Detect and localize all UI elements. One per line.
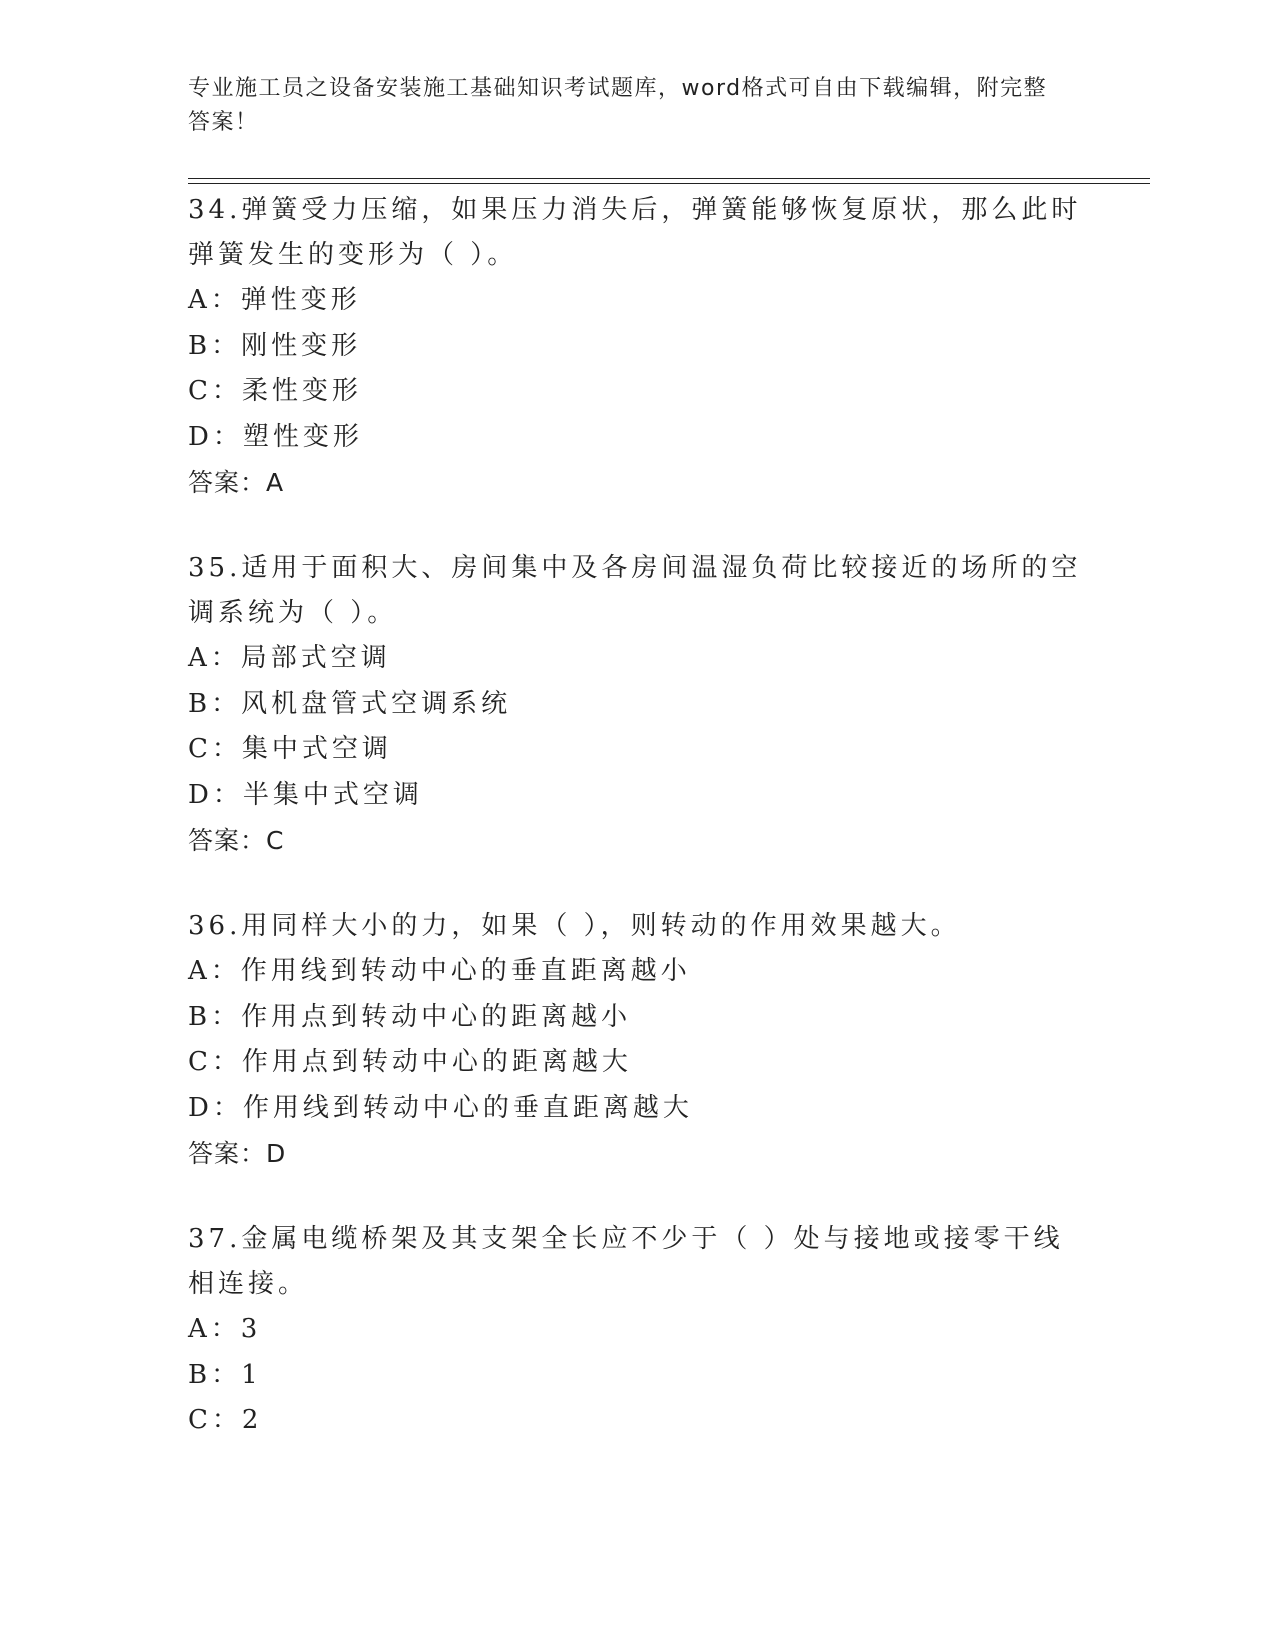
option-d: D：半集中式空调 — [188, 779, 423, 810]
question-36 — [188, 904, 1088, 1176]
option-d: D：作用线到转动中心的垂直距离越大 — [188, 1092, 693, 1123]
question-35 — [188, 546, 1088, 863]
option-c: C：柔性变形 — [188, 376, 362, 406]
question-37 — [188, 1217, 1088, 1444]
option-b: B：1 — [188, 1359, 262, 1390]
question-34 — [188, 188, 1088, 505]
option-a: A：3 — [188, 1314, 262, 1344]
answer-line: 答案：A — [188, 468, 285, 497]
header-divider-top — [188, 178, 1150, 179]
answer-line: 答案：D — [188, 1139, 287, 1168]
document-header: 专业施工员之设备安装施工基础知识考试题库，word格式可自由下载编辑，附完整答案！ — [188, 76, 1048, 135]
option-c: C：作用点到转动中心的距离越大 — [188, 1047, 632, 1077]
option-b: B：刚性变形 — [188, 330, 362, 361]
question-stem: 37.金属电缆桥架及其支架全长应不少于（ ）处与接地或接零干线相连接。 — [188, 1224, 1064, 1299]
header-divider-bottom — [188, 183, 1150, 184]
question-stem: 34.弹簧受力压缩，如果压力消失后，弹簧能够恢复原状，那么此时弹簧发生的变形为（ ）。 — [188, 195, 1082, 270]
answer-line: 答案：C — [188, 826, 285, 855]
option-a: A：局部式空调 — [188, 643, 391, 673]
option-c: C：集中式空调 — [188, 734, 392, 764]
option-b: B：作用点到转动中心的距离越小 — [188, 1001, 632, 1032]
option-a: A：作用线到转动中心的垂直距离越小 — [188, 956, 691, 986]
question-stem: 35.适用于面积大、房间集中及各房间温湿负荷比较接近的场所的空调系统为（ ）。 — [188, 553, 1082, 628]
option-d: D：塑性变形 — [188, 421, 363, 452]
option-b: B：风机盘管式空调系统 — [188, 688, 512, 719]
question-list — [188, 188, 1088, 1485]
question-stem: 36.用同样大小的力，如果（ ），则转动的作用效果越大。 — [188, 911, 961, 941]
option-c: C：2 — [188, 1405, 263, 1435]
option-a: A：弹性变形 — [188, 285, 361, 315]
